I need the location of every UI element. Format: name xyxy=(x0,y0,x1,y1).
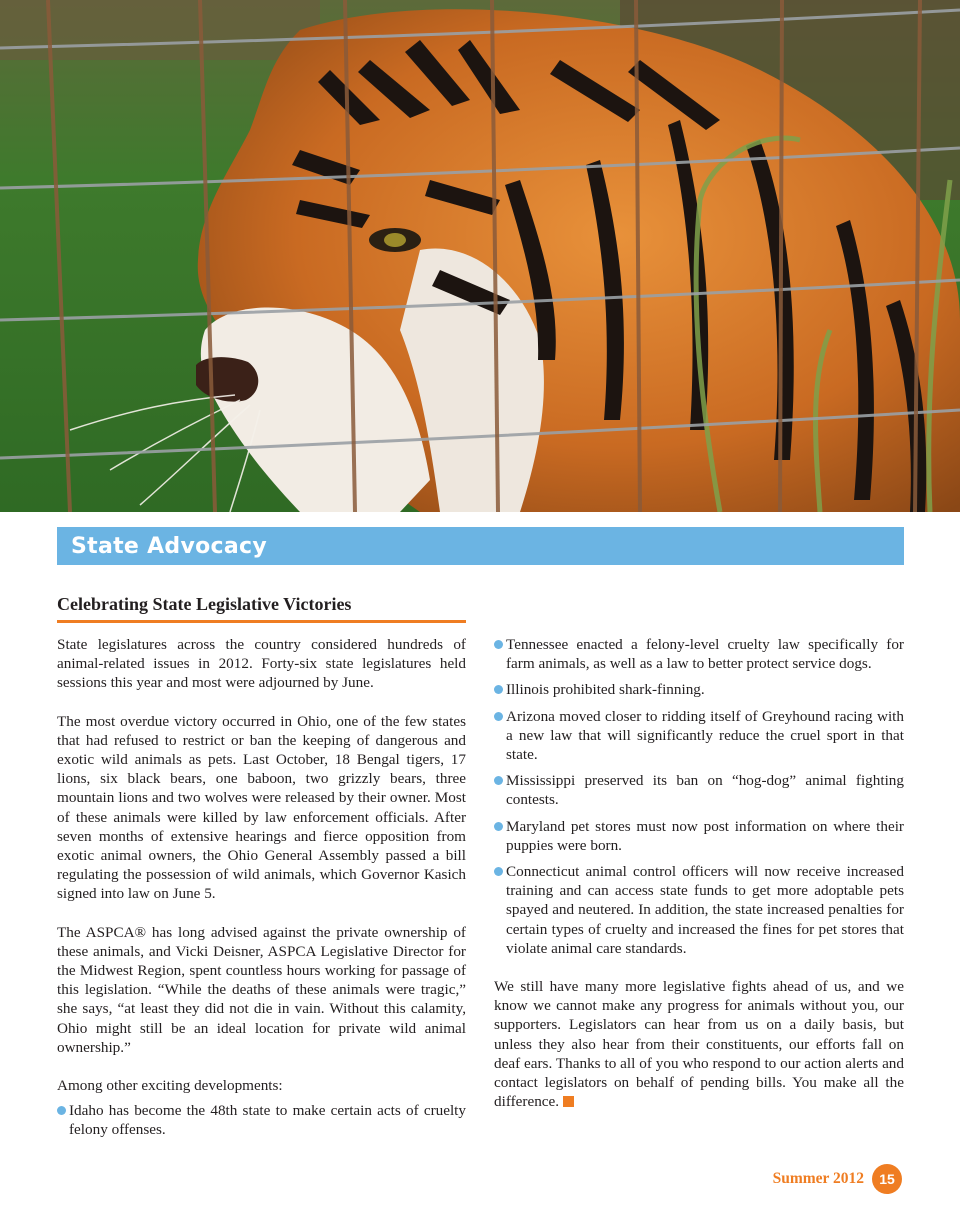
paragraph-ohio: The most overdue victory occurred in Ohio, one of the few states that had refused to restrict or ban the keeping of dangerous and exotic wild animals as pets. Last October, 18 Bengal tigers, 17 lions, six black bears, one baboon, two grizzly bears, three mountain lions and two wolves were released by their owner. Most of these animals were killed by law enforcement officials. After seven months of extensive hearings and fierce opposition from exotic animal owners, the Ohio General Assembly passed a bill regulating the possession of wild animals, which Governor Kasich signed into law on June 5. xyxy=(57,712,466,903)
list-item-text: Maryland pet stores must now post information on where their puppies were born. xyxy=(506,817,904,854)
list-item-text: Tennessee enacted a felony-level cruelty law specifically for farm animals, as well as a law to better protect service dogs. xyxy=(506,636,904,673)
closing-text: We still have many more legislative fights ahead of us, and we know we cannot make any progress for animals without you, our supporters. Legislators can hear from us on a daily basis, but unless they also hear from their constituents, our efforts fall on deaf ears. Thanks to all of you who respond to our action alerts and contact legislators on behalf of pending bills. You make all the difference. xyxy=(494,978,904,1111)
page-number: 15 xyxy=(872,1164,902,1194)
list-item-text: Arizona moved closer to ridding itself of Greyhound racing with a new law that will significantly reduce the cruel sport in that state. xyxy=(506,707,904,764)
bullet-dot-icon xyxy=(494,712,503,721)
bullet-dot-icon xyxy=(494,822,503,831)
page-footer xyxy=(773,1164,902,1194)
list-item-text: Idaho has become the 48th state to make certain acts of cruelty felony offenses. xyxy=(69,1102,466,1139)
list-item-text: Mississippi preserved its ban on “hog-dog” animal fighting contests. xyxy=(506,772,904,809)
paragraph-developments: Among other exciting developments: xyxy=(57,1077,283,1095)
bullet-list-left xyxy=(57,1101,466,1139)
list-item xyxy=(494,771,904,809)
tiger-photo xyxy=(0,0,960,512)
list-item-text: Illinois prohibited shark-finning. xyxy=(506,681,705,699)
article-headline: Celebrating State Legislative Victories xyxy=(57,594,466,623)
bullet-dot-icon xyxy=(57,1106,66,1115)
tiger-photo-illustration xyxy=(0,0,960,512)
end-square-icon xyxy=(563,1096,574,1107)
left-column xyxy=(57,635,466,1147)
list-item xyxy=(494,707,904,765)
paragraph-aspca: The ASPCA® has long advised against the private ownership of these animals, and Vicki Deisner, ASPCA Legislative Director for the Midwest Region, spent countless hours working for passage of this legislation. “While the deaths of these animals were tragic,” she says, “at least they did not die in vain. Without this calamity, Ohio might still be an ideal location for private wild animal ownership.” xyxy=(57,923,466,1056)
bullet-dot-icon xyxy=(494,776,503,785)
paragraph-closing xyxy=(494,977,904,1111)
right-column xyxy=(494,635,904,1130)
bullet-list-right xyxy=(494,635,904,958)
list-item xyxy=(494,635,904,673)
list-item xyxy=(494,862,904,958)
section-banner xyxy=(57,527,904,565)
paragraph-intro: State legislatures across the country considered hundreds of animal-related issues in 2012. Forty-six state legislatures held sessions this year and most were adjourned by June. xyxy=(57,636,466,692)
issue-label: Summer 2012 xyxy=(772,1170,864,1187)
list-item xyxy=(494,680,904,699)
bullet-dot-icon xyxy=(494,640,503,649)
list-item xyxy=(57,1101,466,1139)
bullet-dot-icon xyxy=(494,685,503,694)
bullet-dot-icon xyxy=(494,867,503,876)
list-item-text: Connecticut animal control officers will now receive increased training and can access state funds to get more adoptable pets spayed and neutered. In addition, the state increased penalties for certain types of cruelty and increased the fines for pet stores that violate animal care standards. xyxy=(506,863,904,957)
section-title: State Advocacy xyxy=(71,534,268,559)
list-item xyxy=(494,817,904,855)
